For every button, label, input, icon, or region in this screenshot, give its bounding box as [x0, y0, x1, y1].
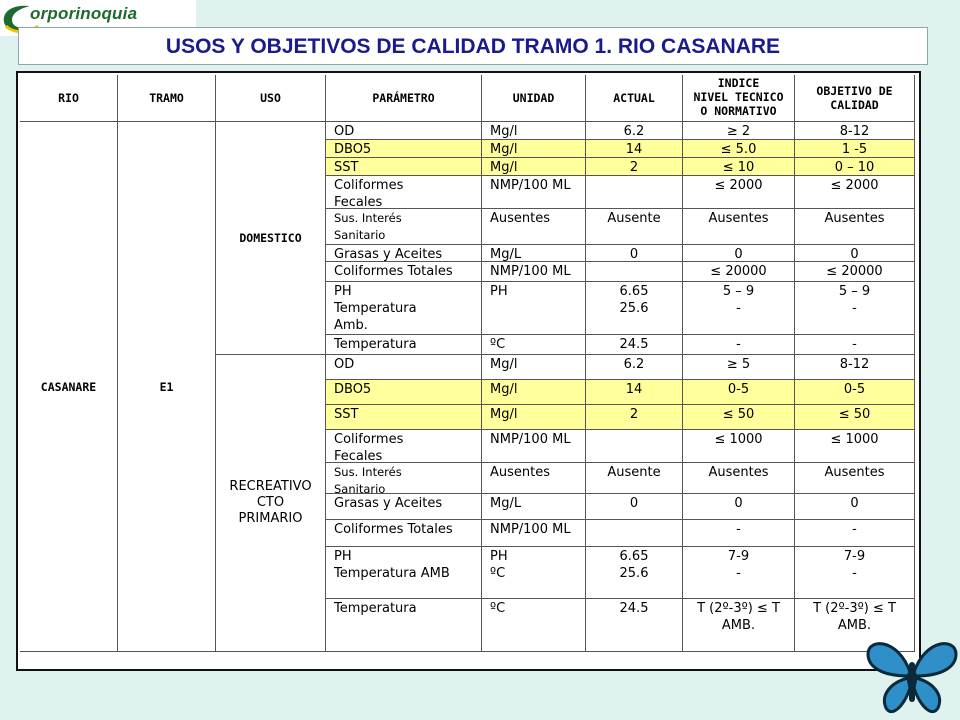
uso-recreativo-cell-text: RECREATIVO — [229, 479, 312, 494]
recreativo-actual — [586, 547, 683, 599]
recreativo-indice-text: T (2º-3º) ≤ T — [697, 601, 780, 616]
domestico-parametro-text: SST — [334, 160, 359, 175]
title-box — [18, 27, 928, 65]
recreativo-objetivo-text: 7-9 — [843, 549, 866, 564]
domestico-objetivo-text: 1 -5 — [841, 142, 868, 157]
recreativo-unidad-text: Mg/l — [490, 382, 518, 397]
recreativo-parametro — [326, 520, 482, 547]
domestico-objetivo-text: Ausentes — [824, 211, 885, 226]
recreativo-parametro — [326, 494, 482, 520]
recreativo-parametro-text: Fecales — [334, 449, 383, 463]
recreativo-unidad-text: NMP/100 ML — [490, 522, 571, 537]
domestico-unidad-text: Mg/l — [490, 124, 518, 139]
recreativo-objetivo — [795, 494, 915, 520]
recreativo-parametro — [326, 463, 482, 494]
domestico-objetivo — [795, 262, 915, 282]
recreativo-parametro — [326, 599, 482, 652]
recreativo-objetivo-text: T (2º-3º) ≤ T — [813, 601, 896, 616]
domestico-actual — [586, 335, 683, 355]
recreativo-indice — [683, 599, 795, 652]
recreativo-parametro — [326, 355, 482, 380]
recreativo-actual-text: 2 — [629, 407, 639, 422]
rio-cell — [20, 122, 118, 652]
header-indice — [683, 75, 795, 122]
recreativo-unidad-text: Mg/l — [490, 407, 518, 422]
header-parametro-text: PARÁMETRO — [372, 91, 435, 105]
header-parametro — [326, 75, 482, 122]
domestico-unidad-text: Ausentes — [490, 211, 551, 226]
recreativo-unidad-text: PH — [490, 549, 508, 564]
header-rio-text: RIO — [58, 91, 79, 105]
domestico-objetivo — [795, 122, 915, 140]
header-objetivo-text: OBJETIVO DE — [816, 84, 893, 98]
domestico-indice-text: ≥ 2 — [726, 124, 751, 139]
domestico-parametro-text: Grasas y Aceites — [334, 247, 443, 262]
recreativo-objetivo — [795, 520, 915, 547]
recreativo-indice-text: ≤ 1000 — [714, 432, 763, 447]
recreativo-actual — [586, 405, 683, 430]
header-indice-text: O NORMATIVO — [700, 104, 777, 118]
header-unidad-text: UNIDAD — [512, 91, 555, 105]
recreativo-parametro-text: OD — [334, 357, 355, 372]
recreativo-actual — [586, 355, 683, 380]
domestico-indice — [683, 245, 795, 262]
recreativo-objetivo — [795, 463, 915, 494]
domestico-indice — [683, 262, 795, 282]
domestico-unidad — [482, 335, 586, 355]
recreativo-indice-text: Ausentes — [708, 465, 769, 480]
header-rio — [20, 75, 118, 122]
domestico-unidad-text: NMP/100 ML — [490, 264, 571, 279]
domestico-actual — [586, 158, 683, 176]
recreativo-parametro-text: DBO5 — [334, 382, 372, 397]
domestico-unidad — [482, 209, 586, 245]
domestico-indice-text: Ausentes — [708, 211, 769, 226]
quality-table — [16, 71, 921, 671]
recreativo-unidad-text: ºC — [490, 601, 506, 616]
recreativo-indice-text: - — [736, 566, 741, 581]
butterfly-icon — [862, 632, 960, 720]
domestico-objetivo — [795, 176, 915, 209]
domestico-actual — [586, 209, 683, 245]
recreativo-indice — [683, 380, 795, 405]
logo-text: orporinoquia — [30, 4, 138, 23]
recreativo-parametro-text: Sanitario — [334, 482, 386, 494]
domestico-actual — [586, 245, 683, 262]
rio-cell-text: CASANARE — [40, 379, 97, 394]
domestico-parametro-text: Sus. Interés — [334, 211, 402, 225]
recreativo-objetivo-text: ≤ 1000 — [830, 432, 879, 447]
domestico-parametro — [326, 122, 482, 140]
domestico-indice-text: - — [736, 301, 741, 316]
recreativo-parametro — [326, 405, 482, 430]
domestico-unidad-text: ºC — [490, 337, 506, 352]
domestico-actual — [586, 140, 683, 158]
domestico-unidad — [482, 140, 586, 158]
domestico-parametro-text: Temperatura — [334, 337, 417, 352]
domestico-parametro-text: Temperatura — [334, 301, 417, 316]
recreativo-objetivo-text: 8-12 — [839, 357, 870, 372]
header-tramo-text: TRAMO — [149, 91, 184, 105]
recreativo-indice — [683, 355, 795, 380]
header-uso-text: USO — [260, 91, 281, 105]
recreativo-unidad — [482, 430, 586, 463]
domestico-unidad — [482, 245, 586, 262]
header-actual-text: ACTUAL — [613, 91, 655, 105]
domestico-unidad — [482, 158, 586, 176]
recreativo-unidad-text: NMP/100 ML — [490, 432, 571, 447]
domestico-parametro-text: Coliformes Totales — [334, 264, 453, 279]
domestico-objetivo-text: 5 – 9 — [838, 284, 871, 299]
domestico-indice-text: ≤ 2000 — [714, 178, 763, 193]
recreativo-unidad-text: ºC — [490, 566, 506, 581]
recreativo-parametro — [326, 547, 482, 599]
recreativo-objetivo — [795, 355, 915, 380]
recreativo-indice-text: 7-9 — [727, 549, 750, 564]
recreativo-objetivo-text: - — [852, 522, 857, 537]
recreativo-parametro-text: Temperatura AMB — [334, 566, 450, 581]
domestico-indice-text: ≤ 5.0 — [720, 142, 757, 157]
uso-recreativo-cell-text: CTO — [256, 495, 285, 510]
domestico-indice — [683, 158, 795, 176]
domestico-parametro — [326, 335, 482, 355]
recreativo-objetivo-text: - — [852, 566, 857, 581]
recreativo-unidad-text: Mg/L — [490, 496, 522, 511]
domestico-objetivo-text: - — [852, 301, 857, 316]
domestico-indice — [683, 122, 795, 140]
domestico-actual — [586, 122, 683, 140]
domestico-indice-text: ≤ 10 — [722, 160, 755, 175]
recreativo-indice-text: - — [736, 522, 741, 537]
recreativo-parametro-text: Grasas y Aceites — [334, 496, 443, 511]
header-uso — [216, 75, 326, 122]
recreativo-indice-text: AMB. — [721, 618, 756, 633]
recreativo-actual-text: 6.2 — [623, 357, 645, 372]
table-grid — [20, 75, 915, 652]
domestico-unidad-text: Mg/l — [490, 142, 518, 157]
domestico-actual — [586, 282, 683, 335]
recreativo-actual-text: 14 — [625, 382, 643, 397]
header-objetivo — [795, 75, 915, 122]
uso-recreativo-cell — [216, 355, 326, 652]
recreativo-unidad — [482, 599, 586, 652]
domestico-parametro — [326, 176, 482, 209]
recreativo-unidad — [482, 380, 586, 405]
domestico-objetivo-text: 0 – 10 — [834, 160, 875, 175]
domestico-actual — [586, 176, 683, 209]
domestico-objetivo-text: ≤ 2000 — [830, 178, 879, 193]
recreativo-objetivo-text: ≤ 50 — [838, 407, 871, 422]
recreativo-actual-text: 0 — [629, 496, 639, 511]
uso-recreativo-cell-text: PRIMARIO — [238, 511, 303, 526]
header-indice-text: NIVEL TECNICO — [693, 90, 784, 104]
domestico-actual-text: 6.65 — [619, 284, 649, 299]
recreativo-unidad — [482, 405, 586, 430]
recreativo-actual-text: 25.6 — [619, 566, 649, 581]
uso-domestico-cell-text: DOMESTICO — [239, 231, 302, 245]
header-tramo — [118, 75, 216, 122]
domestico-actual-text: 6.2 — [623, 124, 645, 139]
domestico-objetivo-text: - — [852, 337, 857, 352]
domestico-actual-text: 25.6 — [619, 301, 649, 316]
domestico-actual-text: 0 — [629, 247, 639, 262]
recreativo-indice-text: ≤ 50 — [722, 407, 755, 422]
domestico-unidad — [482, 282, 586, 335]
recreativo-actual-text: Ausente — [607, 465, 661, 480]
domestico-indice-text: 0 — [734, 247, 743, 262]
recreativo-unidad-text: Mg/l — [490, 357, 518, 372]
recreativo-objetivo-text: AMB. — [837, 618, 872, 633]
recreativo-objetivo — [795, 547, 915, 599]
domestico-indice — [683, 335, 795, 355]
domestico-indice — [683, 176, 795, 209]
domestico-parametro-text: PH — [334, 284, 352, 299]
recreativo-indice-text: 0-5 — [727, 382, 750, 397]
header-actual — [586, 75, 683, 122]
recreativo-unidad-text: Ausentes — [490, 465, 551, 480]
recreativo-parametro — [326, 380, 482, 405]
domestico-parametro — [326, 282, 482, 335]
recreativo-indice-text: 0 — [734, 496, 743, 511]
recreativo-actual-text: 6.65 — [619, 549, 649, 564]
domestico-indice — [683, 209, 795, 245]
recreativo-unidad — [482, 520, 586, 547]
domestico-parametro-text: DBO5 — [334, 142, 372, 157]
recreativo-parametro-text: PH — [334, 549, 352, 564]
domestico-parametro-text: OD — [334, 124, 355, 139]
header-unidad — [482, 75, 586, 122]
domestico-parametro — [326, 262, 482, 282]
uso-domestico-cell — [216, 122, 326, 355]
domestico-unidad-text: Mg/l — [490, 160, 518, 175]
recreativo-indice — [683, 463, 795, 494]
tramo-cell — [118, 122, 216, 652]
recreativo-parametro-text: SST — [334, 407, 359, 422]
domestico-objetivo-text: 0 — [850, 247, 859, 262]
domestico-parametro — [326, 245, 482, 262]
recreativo-indice — [683, 430, 795, 463]
domestico-objetivo — [795, 209, 915, 245]
domestico-objetivo — [795, 282, 915, 335]
recreativo-parametro — [326, 430, 482, 463]
recreativo-objetivo-text: 0 — [850, 496, 859, 511]
domestico-objetivo — [795, 158, 915, 176]
recreativo-indice — [683, 520, 795, 547]
domestico-unidad-text: Mg/L — [490, 247, 522, 262]
domestico-indice — [683, 140, 795, 158]
recreativo-objetivo-text: Ausentes — [824, 465, 885, 480]
domestico-unidad — [482, 262, 586, 282]
domestico-indice-text: 5 – 9 — [722, 284, 755, 299]
domestico-objetivo — [795, 245, 915, 262]
domestico-unidad-text: NMP/100 ML — [490, 178, 571, 193]
recreativo-objetivo — [795, 405, 915, 430]
domestico-actual-text: 14 — [625, 142, 643, 157]
header-objetivo-text: CALIDAD — [830, 98, 879, 112]
domestico-objetivo — [795, 335, 915, 355]
page-title: USOS Y OBJETIVOS DE CALIDAD TRAMO 1. RIO CASANARE — [165, 35, 781, 58]
domestico-actual-text: Ausente — [607, 211, 661, 226]
recreativo-indice-text: ≥ 5 — [726, 357, 751, 372]
domestico-indice-text: ≤ 20000 — [710, 264, 767, 279]
domestico-unidad-text: PH — [490, 284, 508, 299]
header-indice-text: INDICE — [717, 76, 760, 90]
recreativo-actual — [586, 380, 683, 405]
domestico-objetivo-text: 8-12 — [839, 124, 870, 139]
domestico-objetivo-text: ≤ 20000 — [826, 264, 883, 279]
recreativo-indice — [683, 494, 795, 520]
recreativo-indice — [683, 547, 795, 599]
domestico-actual — [586, 262, 683, 282]
recreativo-parametro-text: Coliformes Totales — [334, 522, 453, 537]
recreativo-parametro-text: Sus. Interés — [334, 465, 402, 479]
recreativo-objetivo — [795, 430, 915, 463]
domestico-unidad — [482, 176, 586, 209]
domestico-parametro — [326, 140, 482, 158]
domestico-actual-text: 24.5 — [619, 337, 649, 352]
recreativo-unidad — [482, 355, 586, 380]
recreativo-actual — [586, 463, 683, 494]
recreativo-unidad — [482, 547, 586, 599]
recreativo-actual — [586, 494, 683, 520]
recreativo-parametro-text: Coliformes — [334, 432, 404, 447]
recreativo-actual — [586, 520, 683, 547]
recreativo-unidad — [482, 494, 586, 520]
recreativo-actual-text: 24.5 — [619, 601, 649, 616]
recreativo-objetivo-text: 0-5 — [843, 382, 866, 397]
domestico-unidad — [482, 122, 586, 140]
recreativo-indice — [683, 405, 795, 430]
domestico-objetivo — [795, 140, 915, 158]
domestico-actual-text: 2 — [629, 160, 639, 175]
domestico-parametro — [326, 158, 482, 176]
recreativo-objetivo — [795, 380, 915, 405]
tramo-cell-text: E1 — [159, 379, 174, 394]
domestico-indice-text: - — [736, 337, 741, 352]
domestico-parametro — [326, 209, 482, 245]
domestico-parametro-text: Sanitario — [334, 228, 386, 242]
recreativo-parametro-text: Temperatura — [334, 601, 417, 616]
domestico-parametro-text: Amb. — [334, 318, 368, 333]
recreativo-unidad — [482, 463, 586, 494]
domestico-indice — [683, 282, 795, 335]
recreativo-actual — [586, 599, 683, 652]
recreativo-actual — [586, 430, 683, 463]
domestico-parametro-text: Coliformes — [334, 178, 404, 193]
domestico-parametro-text: Fecales — [334, 195, 383, 209]
